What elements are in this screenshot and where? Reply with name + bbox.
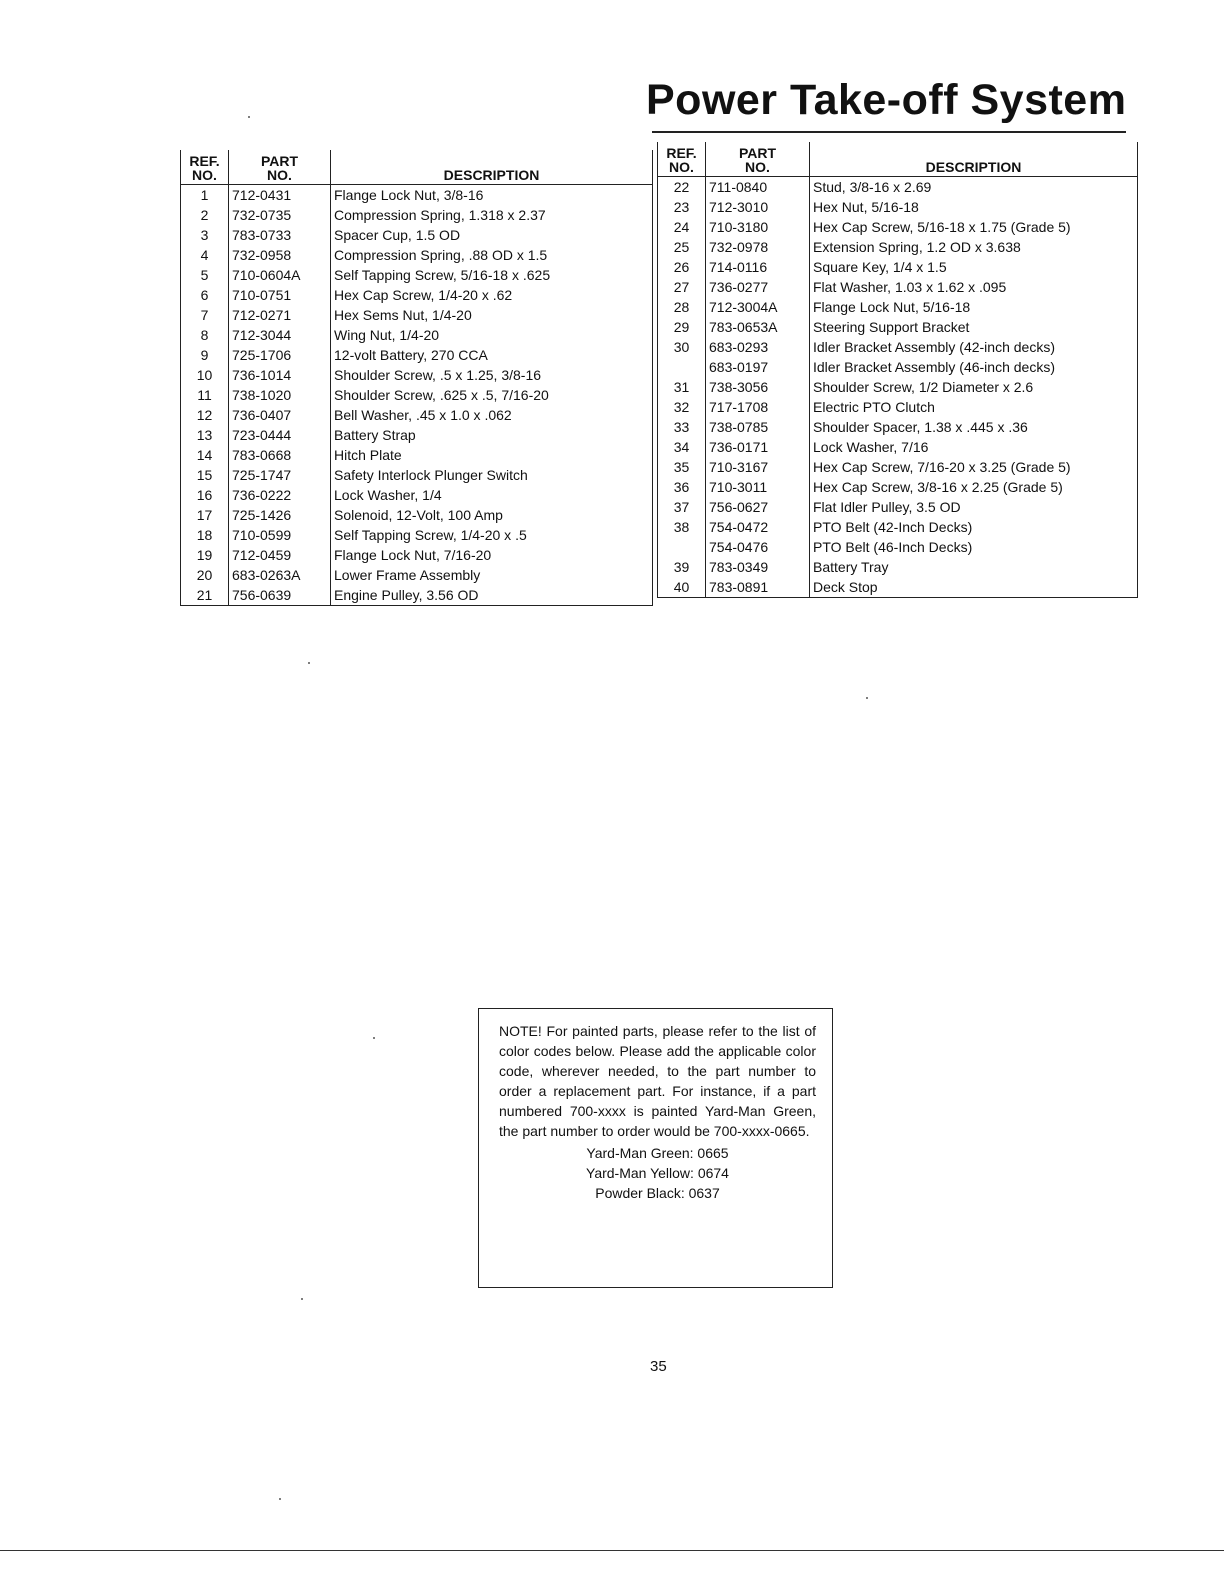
table-row (658, 277, 1138, 297)
table-row (181, 585, 653, 606)
color-code-item: Yard-Man Yellow: 0674 (586, 1165, 729, 1181)
description-cell: Flange Lock Nut, 5/16-18 (810, 297, 1138, 317)
parts-rows-left (181, 185, 653, 606)
table-row (181, 485, 653, 505)
part-no-cell: 725-1747 (229, 465, 331, 485)
ref-no-cell: 4 (181, 245, 229, 265)
description-cell: Battery Tray (810, 557, 1138, 577)
table-row (181, 285, 653, 305)
ref-no-cell: 32 (658, 397, 706, 417)
table-header-row (658, 142, 1138, 177)
bottom-rule (0, 1550, 1224, 1551)
table-row (181, 265, 653, 285)
description-cell: Compression Spring, 1.318 x 2.37 (331, 205, 653, 225)
table-row (181, 405, 653, 425)
description-cell: Hex Sems Nut, 1/4-20 (331, 305, 653, 325)
description-cell: Hex Cap Screw, 7/16-20 x 3.25 (Grade 5) (810, 457, 1138, 477)
part-no-cell: 736-0407 (229, 405, 331, 425)
part-no-cell: 736-1014 (229, 365, 331, 385)
description-cell: Idler Bracket Assembly (46-inch decks) (810, 357, 1138, 377)
ref-no-cell: 14 (181, 445, 229, 465)
ref-no-cell: 22 (658, 177, 706, 198)
part-no-cell: 683-0263A (229, 565, 331, 585)
description-cell: Engine Pulley, 3.56 OD (331, 585, 653, 606)
part-no-header-text: PART NO. (738, 145, 777, 175)
description-cell: Wing Nut, 1/4-20 (331, 325, 653, 345)
ref-no-cell (658, 537, 706, 557)
table-row (181, 345, 653, 365)
description-cell: Idler Bracket Assembly (42-inch decks) (810, 337, 1138, 357)
part-no-cell: 711-0840 (706, 177, 810, 198)
ref-no-cell: 12 (181, 405, 229, 425)
part-no-cell: 710-0599 (229, 525, 331, 545)
description-cell: Hex Cap Screw, 3/8-16 x 2.25 (Grade 5) (810, 477, 1138, 497)
table-row (658, 477, 1138, 497)
ref-no-cell: 38 (658, 517, 706, 537)
part-no-cell: 683-0197 (706, 357, 810, 377)
ref-no-header-text: REF. NO. (666, 145, 697, 175)
ref-no-header-text: REF. NO. (189, 153, 220, 183)
part-no-cell: 732-0978 (706, 237, 810, 257)
description-cell: Flat Washer, 1.03 x 1.62 x .095 (810, 277, 1138, 297)
table-row (658, 297, 1138, 317)
part-no-cell: 710-0751 (229, 285, 331, 305)
description-cell: Lock Washer, 7/16 (810, 437, 1138, 457)
part-no-cell: 717-1708 (706, 397, 810, 417)
ref-no-cell: 8 (181, 325, 229, 345)
part-no-cell: 783-0891 (706, 577, 810, 598)
description-cell: Stud, 3/8-16 x 2.69 (810, 177, 1138, 198)
parts-rows-right (658, 177, 1138, 598)
ref-no-cell: 23 (658, 197, 706, 217)
table-row (181, 245, 653, 265)
table-row (181, 365, 653, 385)
part-no-cell: 738-3056 (706, 377, 810, 397)
description-header: DESCRIPTION (810, 142, 1138, 177)
table-row (658, 317, 1138, 337)
table-row (658, 557, 1138, 577)
table-row (181, 385, 653, 405)
part-no-cell: 754-0472 (706, 517, 810, 537)
table-row (181, 545, 653, 565)
description-cell: Steering Support Bracket (810, 317, 1138, 337)
part-no-cell: 783-0349 (706, 557, 810, 577)
part-no-cell: 710-3180 (706, 217, 810, 237)
scan-speck (301, 1298, 303, 1300)
ref-no-cell: 11 (181, 385, 229, 405)
description-cell: Flange Lock Nut, 7/16-20 (331, 545, 653, 565)
description-cell: Hex Cap Screw, 1/4-20 x .62 (331, 285, 653, 305)
part-no-cell: 710-0604A (229, 265, 331, 285)
description-cell: Square Key, 1/4 x 1.5 (810, 257, 1138, 277)
part-no-cell: 712-3004A (706, 297, 810, 317)
ref-no-cell: 19 (181, 545, 229, 565)
table-row (658, 197, 1138, 217)
table-row (181, 305, 653, 325)
part-no-cell: 756-0639 (229, 585, 331, 606)
part-no-cell: 736-0277 (706, 277, 810, 297)
ref-no-cell: 17 (181, 505, 229, 525)
table-row (658, 437, 1138, 457)
ref-no-cell: 27 (658, 277, 706, 297)
description-cell: 12-volt Battery, 270 CCA (331, 345, 653, 365)
part-no-cell: 723-0444 (229, 425, 331, 445)
part-no-cell: 783-0668 (229, 445, 331, 465)
ref-no-cell: 37 (658, 497, 706, 517)
part-no-cell: 710-3167 (706, 457, 810, 477)
table-row (658, 357, 1138, 377)
description-cell: Battery Strap (331, 425, 653, 445)
scan-speck (308, 662, 310, 664)
description-cell: Hex Nut, 5/16-18 (810, 197, 1138, 217)
parts-table-left (180, 150, 653, 606)
ref-no-cell: 6 (181, 285, 229, 305)
table-row (181, 525, 653, 545)
part-no-cell: 732-0735 (229, 205, 331, 225)
part-no-cell: 712-3044 (229, 325, 331, 345)
description-cell: Spacer Cup, 1.5 OD (331, 225, 653, 245)
ref-no-cell: 13 (181, 425, 229, 445)
table-row (658, 337, 1138, 357)
table-row (658, 497, 1138, 517)
ref-no-cell: 25 (658, 237, 706, 257)
part-no-cell: 683-0293 (706, 337, 810, 357)
description-cell: Safety Interlock Plunger Switch (331, 465, 653, 485)
description-cell: Electric PTO Clutch (810, 397, 1138, 417)
description-header: DESCRIPTION (331, 150, 653, 185)
table-row (181, 325, 653, 345)
ref-no-cell: 31 (658, 377, 706, 397)
ref-no-cell: 34 (658, 437, 706, 457)
table-row (658, 377, 1138, 397)
table-header-row (181, 150, 653, 185)
ref-no-cell: 40 (658, 577, 706, 598)
description-cell: Shoulder Screw, .625 x .5, 7/16-20 (331, 385, 653, 405)
table-row (658, 577, 1138, 598)
ref-no-cell: 24 (658, 217, 706, 237)
table-row (181, 505, 653, 525)
part-no-cell: 712-3010 (706, 197, 810, 217)
color-code-item: Powder Black: 0637 (595, 1185, 720, 1201)
table-row (658, 257, 1138, 277)
part-no-cell: 725-1706 (229, 345, 331, 365)
ref-no-cell: 18 (181, 525, 229, 545)
ref-no-cell: 2 (181, 205, 229, 225)
scan-speck (373, 1037, 375, 1039)
description-cell: Extension Spring, 1.2 OD x 3.638 (810, 237, 1138, 257)
page-title: Power Take-off System (646, 76, 1127, 124)
part-no-cell: 710-3011 (706, 477, 810, 497)
part-no-cell: 754-0476 (706, 537, 810, 557)
ref-no-cell: 9 (181, 345, 229, 365)
ref-no-cell: 7 (181, 305, 229, 325)
part-no-cell: 783-0653A (706, 317, 810, 337)
table-row (658, 397, 1138, 417)
paint-note-text: NOTE! For painted parts, please refer to the list of color codes below. Please add the applicable color code, wherever needed, to the part number to order a replacement part. For instance, if a part numbered 700-xxxx is painted Yard-Man Green, the part number to order would be 700-xxxx-0665. (499, 1023, 816, 1139)
description-cell: Shoulder Screw, .5 x 1.25, 3/8-16 (331, 365, 653, 385)
part-no-cell: 712-0431 (229, 185, 331, 206)
ref-no-cell: 5 (181, 265, 229, 285)
part-no-cell: 738-1020 (229, 385, 331, 405)
ref-no-cell: 36 (658, 477, 706, 497)
description-cell: Flange Lock Nut, 3/8-16 (331, 185, 653, 206)
scan-speck (866, 697, 868, 699)
description-cell: Lower Frame Assembly (331, 565, 653, 585)
ref-no-header (181, 150, 229, 185)
description-cell: Self Tapping Screw, 5/16-18 x .625 (331, 265, 653, 285)
ref-no-cell: 10 (181, 365, 229, 385)
ref-no-header (658, 142, 706, 177)
table-row (181, 465, 653, 485)
ref-no-cell: 39 (658, 557, 706, 577)
description-cell: Shoulder Screw, 1/2 Diameter x 2.6 (810, 377, 1138, 397)
part-no-cell: 736-0222 (229, 485, 331, 505)
table-row (658, 417, 1138, 437)
table-row (658, 177, 1138, 198)
ref-no-cell: 26 (658, 257, 706, 277)
description-cell: PTO Belt (42-Inch Decks) (810, 517, 1138, 537)
ref-no-cell: 28 (658, 297, 706, 317)
description-cell: Compression Spring, .88 OD x 1.5 (331, 245, 653, 265)
part-no-cell: 714-0116 (706, 257, 810, 277)
table-row (658, 237, 1138, 257)
ref-no-cell: 33 (658, 417, 706, 437)
table-row (658, 457, 1138, 477)
part-no-cell: 732-0958 (229, 245, 331, 265)
table-row (658, 537, 1138, 557)
part-no-cell: 725-1426 (229, 505, 331, 525)
part-no-cell: 712-0459 (229, 545, 331, 565)
table-row (181, 565, 653, 585)
scan-speck (279, 1498, 281, 1500)
description-cell: Self Tapping Screw, 1/4-20 x .5 (331, 525, 653, 545)
description-cell: Lock Washer, 1/4 (331, 485, 653, 505)
description-cell: Hitch Plate (331, 445, 653, 465)
part-no-header (706, 142, 810, 177)
part-no-header-text: PART NO. (260, 153, 299, 183)
part-no-header (229, 150, 331, 185)
description-cell: PTO Belt (46-Inch Decks) (810, 537, 1138, 557)
ref-no-cell: 30 (658, 337, 706, 357)
color-code-list (499, 1143, 816, 1203)
ref-no-cell: 3 (181, 225, 229, 245)
ref-no-cell: 35 (658, 457, 706, 477)
ref-no-cell: 15 (181, 465, 229, 485)
color-code-item: Yard-Man Green: 0665 (586, 1145, 729, 1161)
ref-no-cell (658, 357, 706, 377)
part-no-cell: 756-0627 (706, 497, 810, 517)
scan-speck (248, 116, 250, 118)
table-row (658, 517, 1138, 537)
table-row (181, 445, 653, 465)
parts-table-right (657, 142, 1138, 598)
paint-note-box (478, 1008, 833, 1288)
part-no-cell: 712-0271 (229, 305, 331, 325)
ref-no-cell: 1 (181, 185, 229, 206)
description-cell: Hex Cap Screw, 5/16-18 x 1.75 (Grade 5) (810, 217, 1138, 237)
table-row (181, 205, 653, 225)
description-cell: Flat Idler Pulley, 3.5 OD (810, 497, 1138, 517)
ref-no-cell: 29 (658, 317, 706, 337)
description-cell: Solenoid, 12-Volt, 100 Amp (331, 505, 653, 525)
description-cell: Bell Washer, .45 x 1.0 x .062 (331, 405, 653, 425)
table-row (658, 217, 1138, 237)
part-no-cell: 736-0171 (706, 437, 810, 457)
ref-no-cell: 21 (181, 585, 229, 606)
page-number: 35 (650, 1358, 667, 1375)
part-no-cell: 738-0785 (706, 417, 810, 437)
ref-no-cell: 20 (181, 565, 229, 585)
title-rule (652, 131, 1126, 133)
table-row (181, 225, 653, 245)
table-row (181, 425, 653, 445)
description-cell: Shoulder Spacer, 1.38 x .445 x .36 (810, 417, 1138, 437)
part-no-cell: 783-0733 (229, 225, 331, 245)
ref-no-cell: 16 (181, 485, 229, 505)
table-row (181, 185, 653, 206)
description-cell: Deck Stop (810, 577, 1138, 598)
